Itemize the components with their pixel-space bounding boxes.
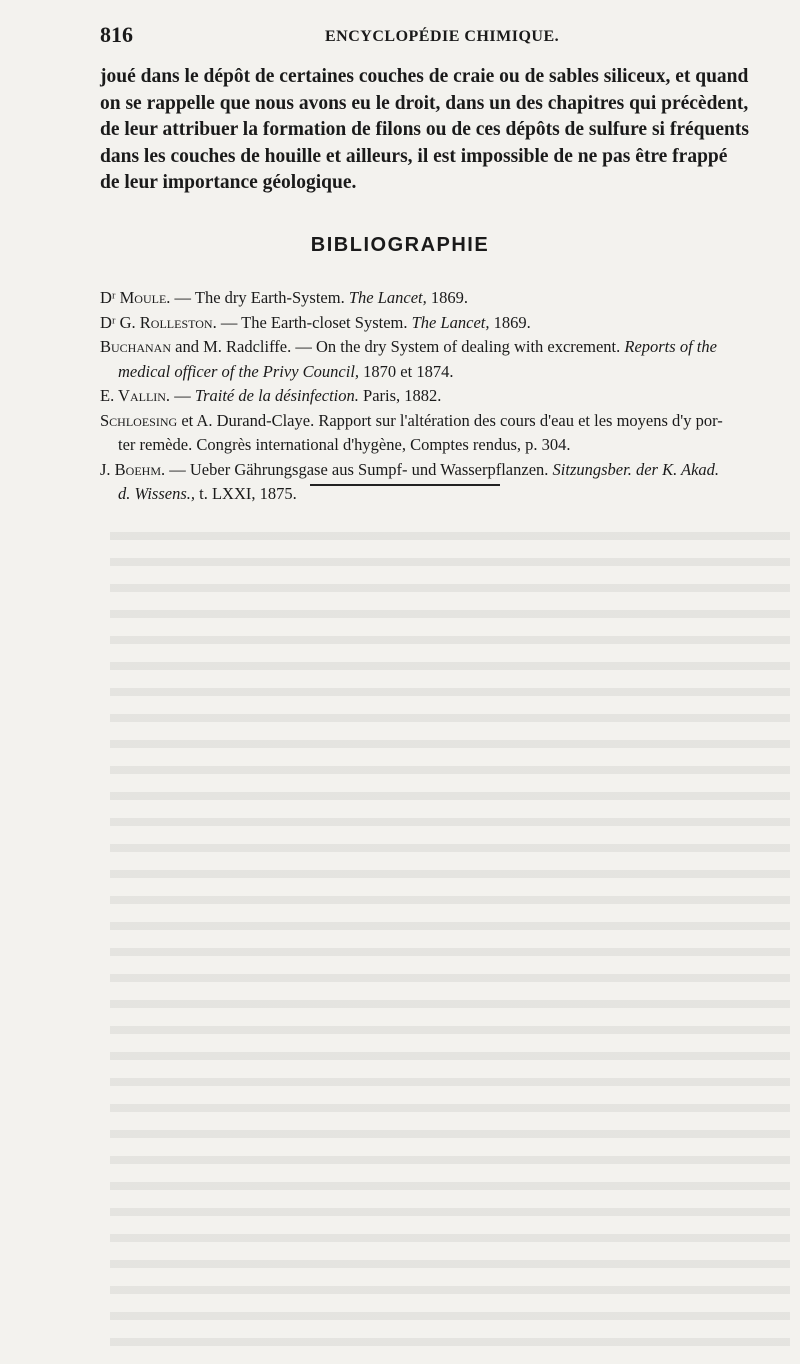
body-line: de leur attribuer la formation de filons ou de ces dépôts de sulfure si fréquents [100,119,749,141]
bleed-through-text [110,520,790,1360]
entry-author: J. Boehm. [100,459,166,479]
entry-journal-continued: d. Wissens., [118,484,196,503]
entry-year: Paris, 1882. [363,386,442,405]
section-end-rule [310,484,500,486]
entry-year: 1869. [493,312,531,332]
entry-year: 1870 et 1874. [363,361,454,381]
entry-author: Buchanan [100,337,172,356]
bibliography-entry [100,458,790,507]
running-title: ENCYCLOPÉDIE CHIMIQUE. [325,28,560,45]
entry-year: t. LXXI, 1875. [199,484,297,503]
entry-journal-continued: medical officer of the Privy Council, [118,361,360,381]
entry-year: 1869. [430,288,469,307]
bibliography-entry [100,286,790,311]
entry-title: Traité de la désinfection. [194,386,359,405]
entry-journal: Sitzungsber. der K. Akad. [552,459,720,479]
bibliography-list [100,286,790,507]
bibliography-entry [100,384,790,409]
entry-author: Schloesing [100,410,178,430]
page-number: 816 [100,22,133,47]
entry-continued: ter remède. Congrès international d'hygène, Comptes rendus, p. 304. [118,435,571,454]
entry-text: — [174,386,191,405]
entry-author: E. Vallin. [100,386,171,405]
entry-text: — The Earth-closet System. [220,312,408,332]
body-line: de leur importance géologique. [100,172,357,194]
entry-text: and M. Radcliffe. — On the dry System of dealing with excrement. [175,337,621,356]
entry-journal: The Lancet, [411,312,490,332]
bibliography-title: BIBLIOGRAPHIE [310,234,490,256]
body-paragraph [100,64,788,197]
entry-text: — The dry Earth-System. [174,288,345,307]
entry-journal: The Lancet, [348,288,427,307]
body-line: on se rappelle que nous avons eu le droit, dans un des chapitres qui précèdent, [100,92,749,114]
body-line: dans les couches de houille et ailleurs, il est impossible de ne pas être frappé [100,145,728,167]
bibliography-entry [100,409,790,458]
bibliography-entry [100,311,790,336]
entry-text: — Ueber Gährungsgase aus Sumpf- und Wasserpflanzen. [169,459,549,479]
entry-author: Dʳ G. Rolleston. [100,312,217,332]
bibliography-entry [100,335,790,384]
page-header [100,22,770,52]
body-line: joué dans le dépôt de certaines couches de craie ou de sables siliceux, et quand [100,66,749,87]
entry-text: et A. Durand-Claye. Rapport sur l'altération des cours d'eau et les moyens d'y por- [181,410,723,430]
entry-journal: Reports of the [624,337,717,356]
entry-author: Dʳ Moule. [100,288,171,307]
